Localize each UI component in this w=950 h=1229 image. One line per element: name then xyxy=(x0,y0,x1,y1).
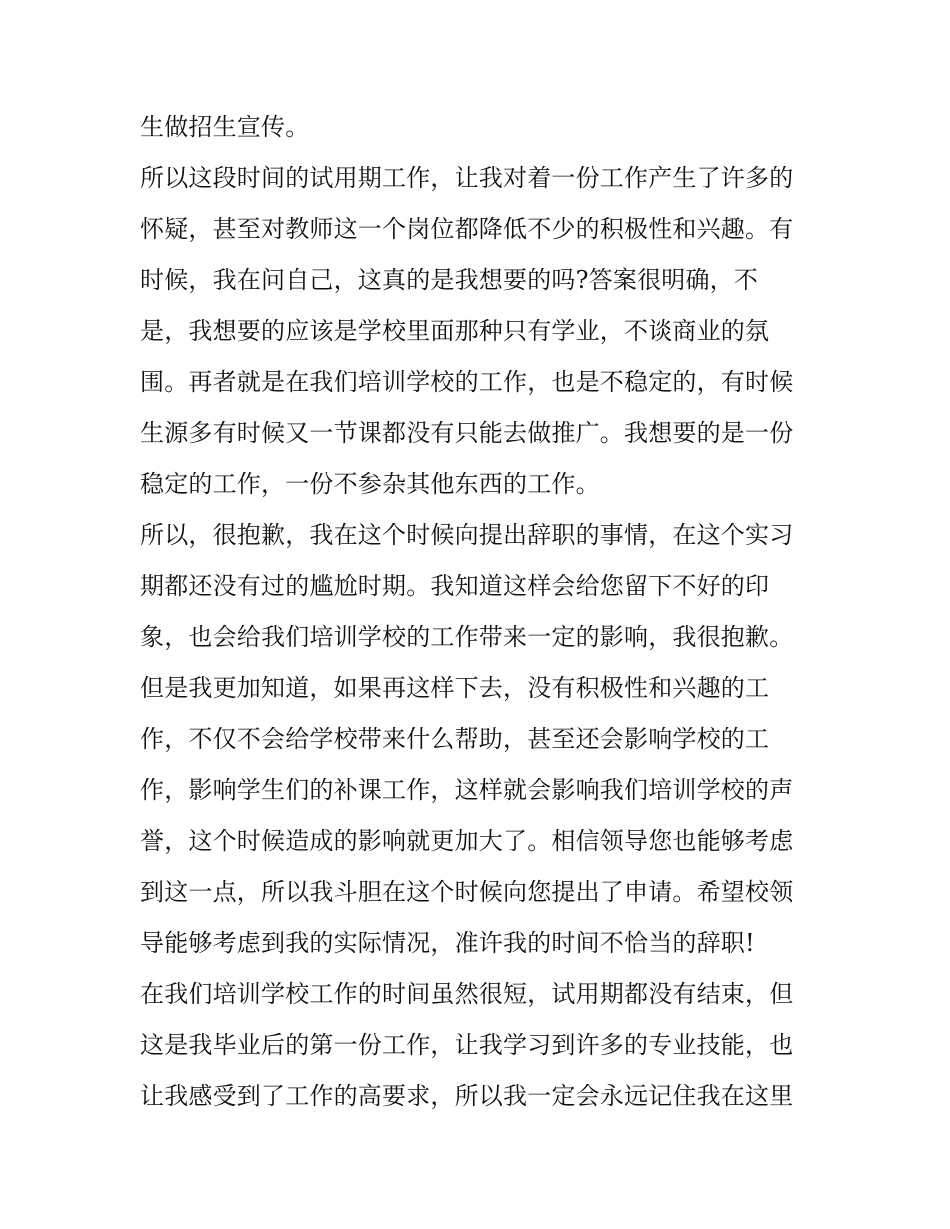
text-line: 所以这段时间的试用期工作，让我对着一份工作产生了许多的 xyxy=(140,164,794,192)
text-line: 这是我毕业后的第一份工作，让我学习到许多的专业技能，也 xyxy=(140,1031,794,1059)
text-line: 怀疑，甚至对教师这一个岗位都降低不少的积极性和兴趣。有 xyxy=(140,215,794,243)
text-line: 导能够考虑到我的实际情况，准许我的时间不恰当的辞职! xyxy=(140,929,755,957)
text-line: 让我感受到了工作的高要求，所以我一定会永远记住我在这里 xyxy=(140,1082,794,1110)
text-line: 生做招生宣传。 xyxy=(140,113,310,141)
text-line: 所以，很抱歉，我在这个时候向提出辞职的事情，在这个实习 xyxy=(140,521,794,549)
text-line: 象，也会给我们培训学校的工作带来一定的影响，我很抱歉。 xyxy=(140,623,794,651)
text-line: 到这一点，所以我斗胆在这个时候向您提出了申请。希望校领 xyxy=(140,878,794,906)
text-line: 作，不仅不会给学校带来什么帮助，甚至还会影响学校的工 xyxy=(140,725,770,753)
text-line: 围。再者就是在我们培训学校的工作，也是不稳定的，有时候 xyxy=(140,368,794,396)
text-line: 稳定的工作，一份不参杂其他东西的工作。 xyxy=(140,470,600,498)
text-line: 在我们培训学校工作的时间虽然很短，试用期都没有结束，但 xyxy=(140,980,794,1008)
text-line: 但是我更加知道，如果再这样下去，没有积极性和兴趣的工 xyxy=(140,674,770,702)
text-line: 时候，我在问自己，这真的是我想要的吗?答案很明确，不 xyxy=(140,266,759,294)
text-line: 誉，这个时候造成的影响就更加大了。相信领导您也能够考虑 xyxy=(140,827,794,855)
text-line: 作，影响学生们的补课工作，这样就会影响我们培训学校的声 xyxy=(140,776,794,804)
text-line: 期都还没有过的尴尬时期。我知道这样会给您留下不好的印 xyxy=(140,572,770,600)
text-line: 生源多有时候又一节课都没有只能去做推广。我想要的是一份 xyxy=(140,419,794,447)
text-line: 是，我想要的应该是学校里面那种只有学业，不谈商业的氛 xyxy=(140,317,770,345)
